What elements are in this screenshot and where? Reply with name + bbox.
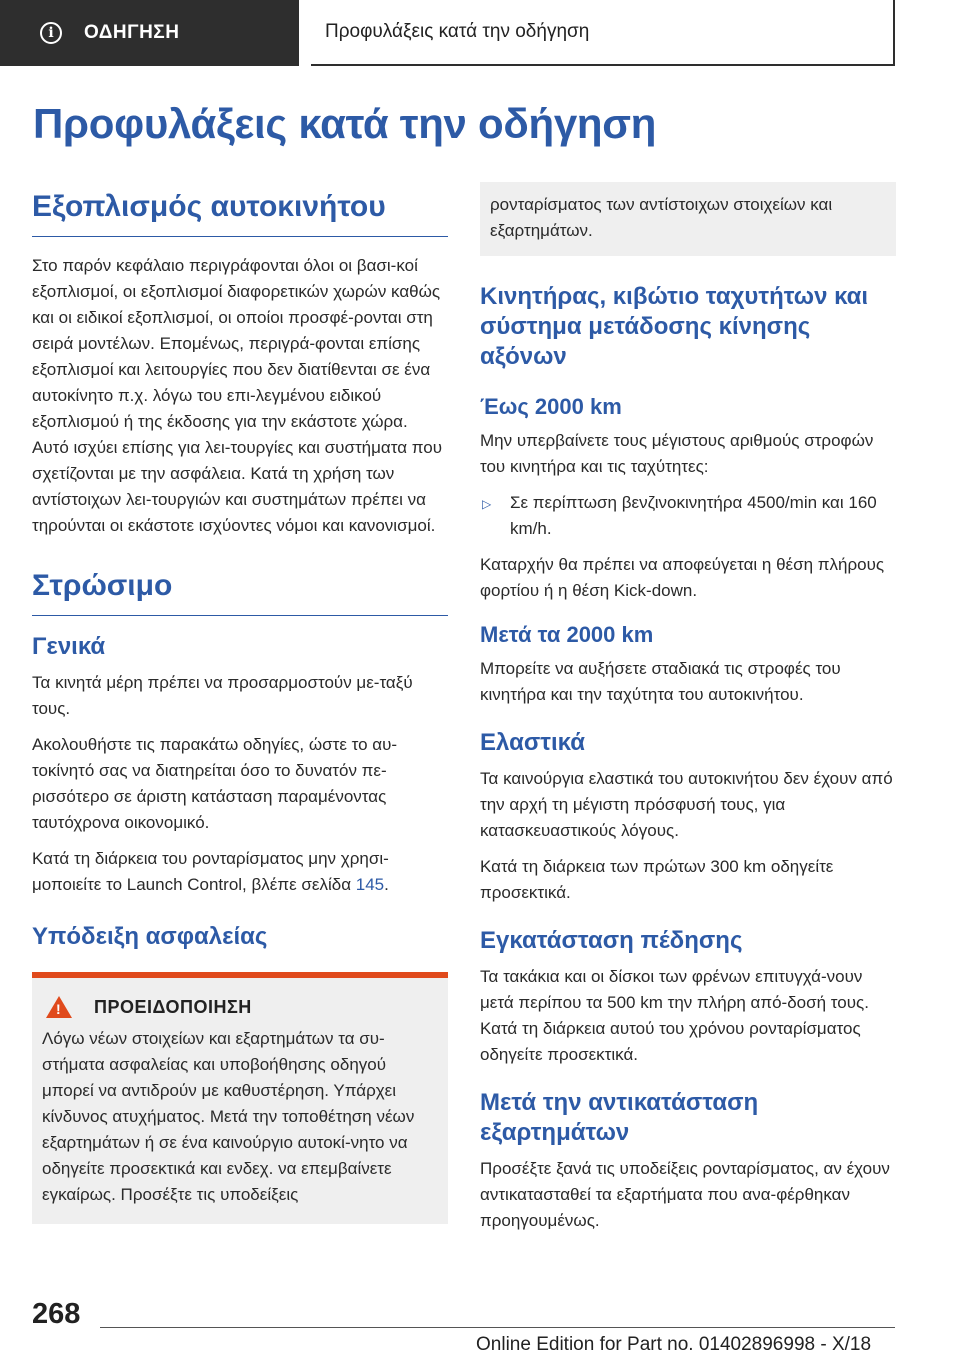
page-header [0, 0, 960, 66]
tyres-paragraph-2: Κατά τη διάρκεια των πρώτων 300 km οδηγείτε προσεκτικά. [480, 857, 834, 902]
warning-header [42, 996, 434, 1018]
breakin-heading: Στρώσιμο [32, 569, 448, 616]
equipment-heading: Εξοπλισμός αυτοκινήτου [32, 190, 448, 237]
left-column [32, 190, 448, 1224]
page-title: Προφυλάξεις κατά την οδήγηση [33, 100, 657, 147]
topic-label: Προφυλάξεις κατά την οδήγηση [325, 21, 590, 42]
warning-text: Λόγω νέων στοιχείων και εξαρτημάτων τα συ‐στήματα ασφαλείας και υποβοήθησης οδηγού μπορεί να αντιδρούν με καθυστέρηση. Υπάρχει κίνδυνος ατυχήματος. Μετά την τοποθέτηση νέων εξαρτημάτων ή σε ένα καινούργιο αυτοκί‐νητο να οδηγείτε προσεκτικά και ενδεχ. να επεμβαίνετε εγκαίρως. Προσέξτε τις υποδείξεις [42, 1029, 415, 1204]
brakes-paragraph: Τα τακάκια και οι δίσκοι των φρένων επιτυγχά‐νουν μετά περίπου τα 500 km την πλήρη από‐δοσή τους. Κατά τη διάρκεια αυτού του χρόνου ρονταρίσματος οδηγείτε προσεκτικά. [480, 967, 869, 1064]
brakes-heading: Εγκατάσταση πέδησης [480, 927, 743, 954]
after-2000-paragraph: Μπορείτε να αυξήσετε σταδιακά τις στροφές του κινητήρα και την ταχύτητα του αυτοκινήτου. [480, 659, 841, 704]
section-tab[interactable] [0, 0, 299, 66]
upto-2000-paragraph: Μην υπερβαίνετε τους μέγιστους αριθμούς στροφών του κινητήρα και τις ταχύτητες: [480, 431, 874, 476]
general-paragraph-3-end: . [384, 875, 389, 894]
warning-title: ΠΡΟΕΙΔΟΠΟΙΗΣΗ [94, 996, 252, 1017]
bullet-text: Σε περίπτωση βενζινοκινητήρα 4500/min και 160 km/h. [510, 493, 877, 538]
right-column [480, 190, 896, 1244]
warning-continuation-box [480, 182, 896, 256]
replace-paragraph: Προσέξτε ξανά τις υποδείξεις ρονταρίσματος, αν έχουν αντικατασταθεί τα εξαρτήματα που ανα‐φέρθηκαν προηγουμένως. [480, 1159, 890, 1230]
after-2000-heading: Μετά τα 2000 km [480, 622, 654, 647]
list-item [480, 490, 896, 542]
safety-heading: Υπόδειξη ασφαλείας [32, 923, 268, 950]
warning-continuation-text: ρονταρίσματος των αντίστοιχων στοιχείων και εξαρτημάτων. [490, 195, 833, 240]
tyres-paragraph-1: Τα καινούργια ελαστικά του αυτοκινήτου δεν έχουν από την αρχή τη μέγιστη πρόσφυσή τους, για κατασκευαστικούς λόγους. [480, 769, 893, 840]
warning-triangle-icon: ! [46, 996, 72, 1018]
replace-heading: Μετά την αντικατάσταση εξαρτημάτων [480, 1089, 759, 1146]
general-paragraph-2: Ακολουθήστε τις παρακάτω οδηγίες, ώστε το αυ‐τοκίνητό σας να διατηρείται όσο το δυνατόν πε‐ρισσότερο σε άριστη κατάσταση παραμένοντας ταυτόχρονα οικονομικό. [32, 735, 398, 832]
edition-label: Online Edition for Part no. 01402896998 - X/18 [476, 1334, 872, 1355]
section-label: ΟΔΗΓΗΣΗ [84, 22, 180, 43]
footer-divider [100, 1327, 895, 1328]
page-link-145[interactable]: 145 [355, 875, 385, 894]
tyres-heading: Ελαστικά [480, 729, 585, 756]
page-number: 268 [32, 1298, 81, 1330]
general-paragraph-3 [32, 846, 448, 898]
info-icon: i [40, 22, 62, 44]
upto-2000-paragraph-2: Καταρχήν θα πρέπει να αποφεύγεται η θέση πλήρους φορτίου ή η θέση Kick-down. [480, 555, 885, 600]
general-heading: Γενικά [32, 633, 106, 660]
equipment-text: Στο παρόν κεφάλαιο περιγράφονται όλοι οι βασι‐κοί εξοπλισμοί, οι εξοπλισμοί διαφορετικών χωρών καθώς και οι ειδικοί εξοπλισμοί, οι οποίοι προσφέ‐ρονται στη σειρά μοντέλων. Επομένως, περιγρά‐φονται επίσης εξοπλισμοί και λειτουργίες που δεν διατίθενται σε ένα αυτοκίνητο π.χ. λόγω του επι‐λεγμένου ειδικού εξοπλισμού ή της έκδοσης για την εκάστοτε χώρα. Αυτό ισχύει επίσης για λει‐τουργίες και συστήματα που σχετίζονται με την ασφάλεια. Κατά τη χρήση των αντίστοιχων λει‐τουργιών και συστημάτων πρέπει να τηρούνται οι εκάστοτε ισχύοντες νόμοι και κανονισμοί. [32, 256, 443, 535]
topic-tab[interactable] [311, 0, 895, 66]
upto-2000-heading: Έως 2000 km [480, 394, 622, 419]
bullet-triangle-icon: ▷ [482, 497, 492, 511]
general-paragraph-3-text: Κατά τη διάρκεια του ρονταρίσματος μην χρησι‐μοποιείτε το Launch Control, βλέπε σελίδα [32, 849, 389, 894]
engine-heading: Κινητήρας, κιβώτιο ταχυτήτων και σύστημα μετάδοσης κίνησης αξόνων [480, 283, 869, 370]
general-paragraph-1: Τα κινητά μέρη πρέπει να προσαρμοστούν με‐ταξύ τους. [32, 673, 413, 718]
warning-box [32, 972, 448, 1224]
